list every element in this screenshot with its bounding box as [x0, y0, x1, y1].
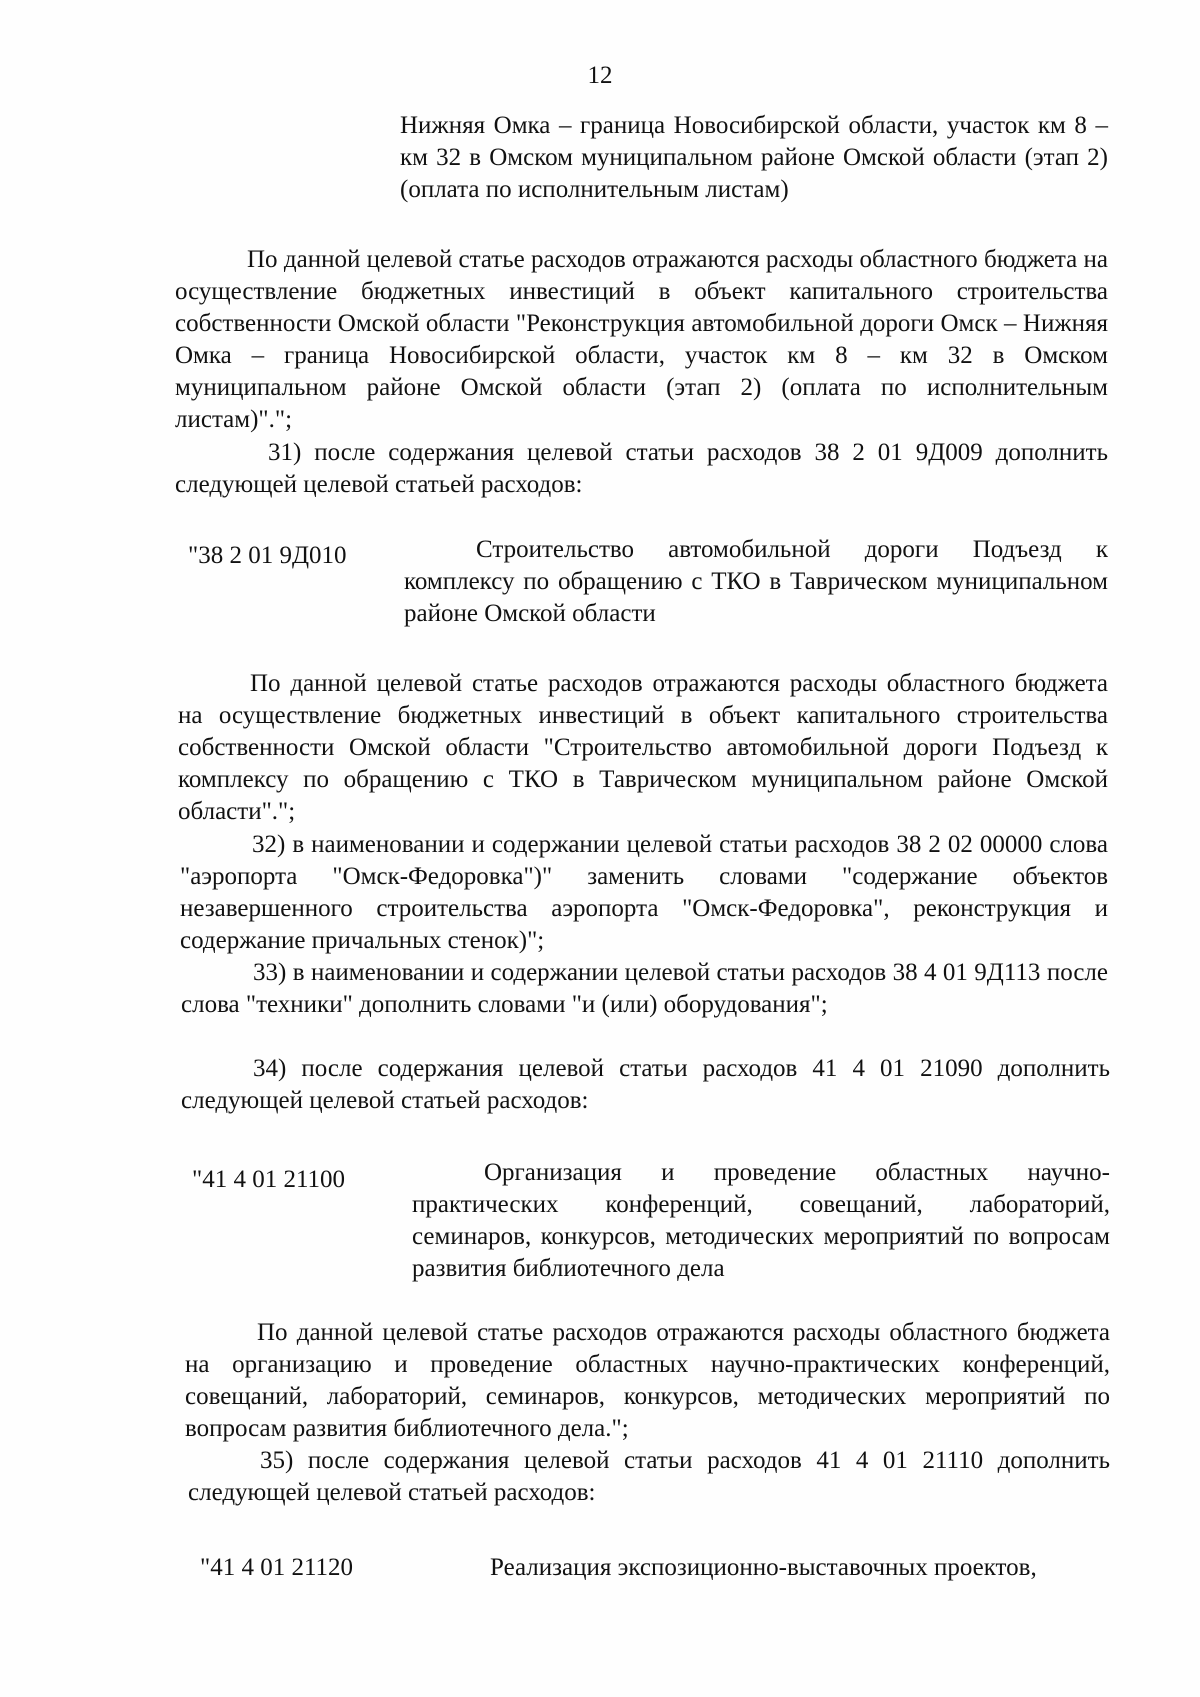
code-41-4-01-21120-description: Реализация экспозиционно-выставочных проектов, [490, 1554, 1037, 1581]
item-31: 31) после содержания целевой статьи расходов 38 2 01 9Д009 дополнить следующей целевой статьей расходов: [175, 439, 1108, 498]
code-41-4-01-21120: "41 4 01 21120 [200, 1554, 354, 1581]
code-38-2-01-9d010: "38 2 01 9Д010 [188, 542, 347, 569]
code-41-4-01-21100: "41 4 01 21100 [192, 1166, 346, 1193]
item-35: 35) после содержания целевой статьи расходов 41 4 01 21110 дополнить следующей целевой статьей расходов: [188, 1447, 1110, 1506]
item-33: 33) в наименовании и содержании целевой статьи расходов 38 4 01 9Д113 после слова "техники" дополнить словами "и (или) оборудования"; [181, 959, 1108, 1018]
code-41-4-01-21100-description: Организация и проведение областных научно-практических конференций, совещаний, лабораторий, семинаров, конкурсов, методических мероприятий по вопросам развития библиотечного дела [412, 1159, 1110, 1282]
item-34: 34) после содержания целевой статьи расходов 41 4 01 21090 дополнить следующей целевой статьей расходов: [181, 1055, 1110, 1114]
page-number: 12 [587, 62, 613, 89]
paragraph-2: По данной целевой статье расходов отражаются расходы областного бюджета на осуществление бюджетных инвестиций в объект капитального строительства собственности Омской области "Строительство автомобильной дороги Подъезд к комплексу по обращению с ТКО в Таврическом муниципальном районе Омской области"."; [178, 670, 1108, 825]
paragraph-1: По данной целевой статье расходов отражаются расходы областного бюджета на осуществление бюджетных инвестиций в объект капитального строительства собственности Омской области "Реконструкция автомобильной дороги Омск – Нижняя Омка – граница Новосибирской области, участок км 8 – км 32 в Омском муниципальном районе Омской области (этап 2) (оплата по исполнительным листам)"."; [175, 246, 1108, 433]
code-38-2-01-9d010-description: Строительство автомобильной дороги Подъезд к комплексу по обращению с ТКО в Таврическом муниципальном районе Омской области [404, 536, 1108, 627]
item-32: 32) в наименовании и содержании целевой статьи расходов 38 2 02 00000 слова "аэропорта "Омск-Федоровка")" заменить словами "содержание объектов незавершенного строительства аэропорта "Омск-Федоровка", реконструкция и содержание причальных стенок)"; [180, 831, 1108, 954]
heading-continuation: Нижняя Омка – граница Новосибирской области, участок км 8 – км 32 в Омском муниципальном районе Омской области (этап 2) (оплата по исполнительным листам) [400, 112, 1108, 203]
paragraph-3: По данной целевой статье расходов отражаются расходы областного бюджета на организацию и проведение областных научно-практических конференций, совещаний, лабораторий, семинаров, конкурсов, методических мероприятий по вопросам развития библиотечного дела."; [185, 1319, 1110, 1442]
